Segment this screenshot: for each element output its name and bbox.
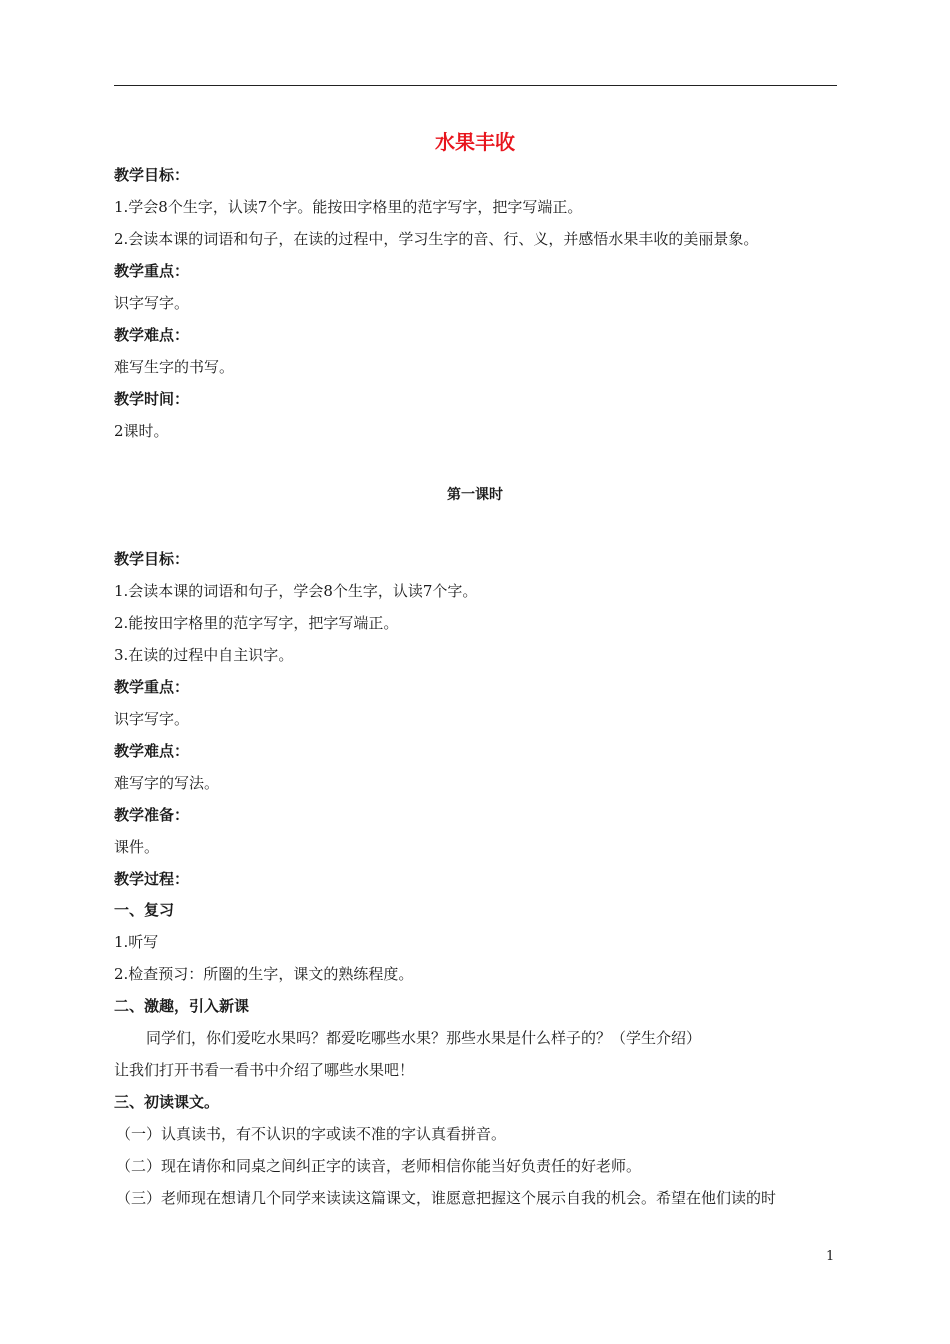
review-item-1: 1.听写 xyxy=(114,933,159,951)
reading-step-3: （三）老师现在想请几个同学来读读这篇课文，谁愿意把握这个展示自我的机会。希望在他们读的时 xyxy=(116,1189,777,1207)
lesson-goal-1: 1.会读本课的词语和句子，学会8个生字，认读7个字。 xyxy=(114,582,478,600)
heading-teaching-time: 教学时间： xyxy=(114,390,190,408)
lesson-key-text: 识字写字。 xyxy=(114,710,190,728)
heading-key-points: 教学重点： xyxy=(114,262,190,280)
page-number: 1 xyxy=(826,1249,835,1264)
lesson-goal-2: 2.能按田字格里的范字写字，把字写端正。 xyxy=(114,614,399,632)
section-first-reading-heading: 三、初读课文。 xyxy=(114,1093,220,1111)
goal-item-2: 2.会读本课的词语和句子，在读的过程中，学习生字的音、行、义，并感悟水果丰收的美丽景象。 xyxy=(114,230,759,248)
lesson-process-heading: 教学过程： xyxy=(114,870,190,888)
review-item-2: 2.检查预习：所圈的生字，课文的熟练程度。 xyxy=(114,965,414,983)
intro-paragraph-1: 同学们，你们爱吃水果吗？都爱吃哪些水果？那些水果是什么样子的？（学生介绍） xyxy=(146,1029,702,1047)
document-title: 水果丰收 xyxy=(435,130,515,154)
reading-step-1: （一）认真读书，有不认识的字或读不准的字认真看拼音。 xyxy=(116,1125,507,1143)
reading-step-2: （二）现在请你和同桌之间纠正字的读音，老师相信你能当好负责任的好老师。 xyxy=(116,1157,642,1175)
goal-item-1: 1.学会8个生字，认读7个字。能按田字格里的范字写字，把字写端正。 xyxy=(114,198,583,216)
lesson-prep-text: 课件。 xyxy=(114,838,160,856)
lesson-difficulty-heading: 教学难点： xyxy=(114,742,190,760)
lesson-1-title: 第一课时 xyxy=(447,487,503,503)
key-points-text: 识字写字。 xyxy=(114,294,190,312)
heading-difficulties: 教学难点： xyxy=(114,326,190,344)
lesson-key-heading: 教学重点： xyxy=(114,678,190,696)
difficulties-text: 难写生字的书写。 xyxy=(114,358,235,376)
intro-paragraph-2: 让我们打开书看一看书中介绍了哪些水果吧！ xyxy=(114,1061,415,1079)
header-rule xyxy=(114,85,837,86)
lesson-prep-heading: 教学准备： xyxy=(114,806,190,824)
lesson-difficulty-text: 难写字的写法。 xyxy=(114,774,220,792)
heading-teaching-goals: 教学目标： xyxy=(114,166,190,184)
lesson-goal-3: 3.在读的过程中自主识字。 xyxy=(114,646,294,664)
section-intro-heading: 二、激趣，引入新课 xyxy=(114,997,250,1015)
teaching-time-text: 2课时。 xyxy=(114,422,169,440)
lesson-goals-heading: 教学目标： xyxy=(114,550,190,568)
section-review-heading: 一、复习 xyxy=(114,901,175,919)
